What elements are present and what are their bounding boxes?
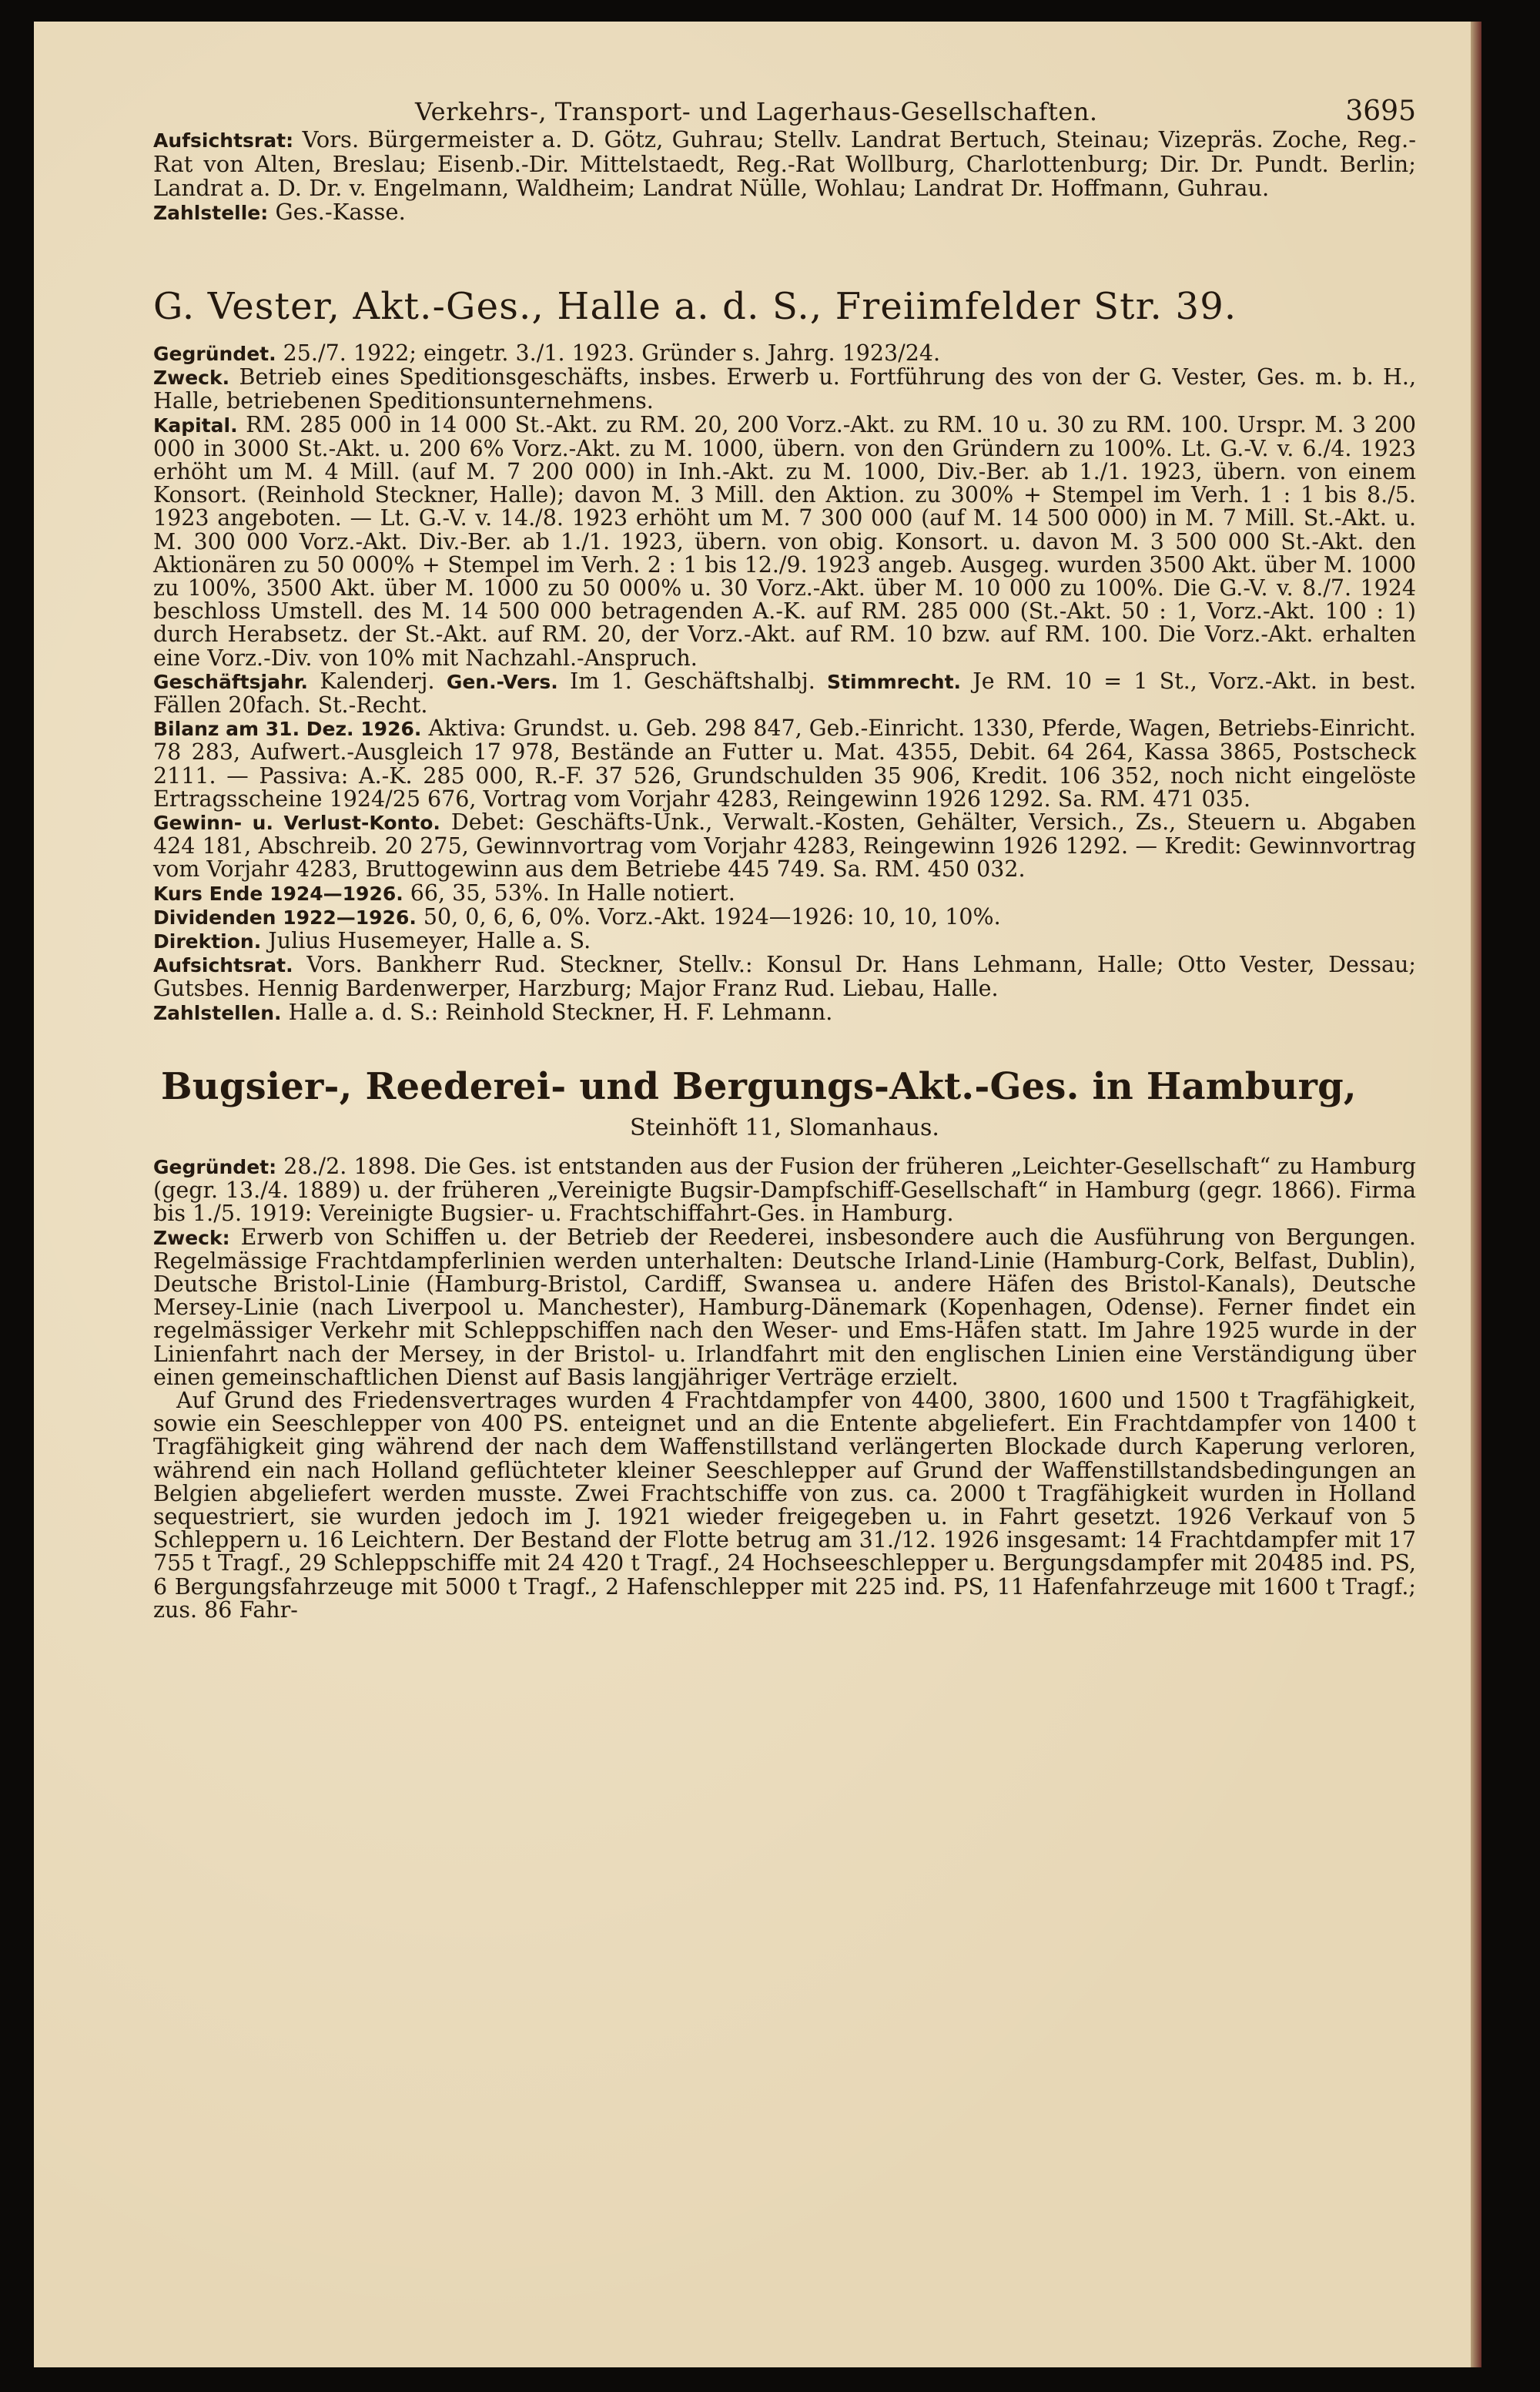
vester-kapital xyxy=(153,411,1417,671)
text: 66, 35, 53%. In Halle notiert. xyxy=(410,879,735,906)
bugsier-gegruendet xyxy=(153,1155,1416,1226)
text: Im 1. Geschäftshalbj. xyxy=(570,668,815,694)
running-title: Verkehrs-, Transport- und Lagerhaus-Gesellschaften. xyxy=(415,97,1098,126)
label: Kurs Ende 1924—1926. xyxy=(153,882,403,905)
vester-guv xyxy=(153,811,1416,882)
label: Gewinn- u. Verlust-Konto. xyxy=(153,812,440,835)
vester-bilanz xyxy=(153,717,1416,811)
text: Vors. Bürgermeister a. D. Götz, Guhrau; Stellv. Landrat Bertuch, Steinau; Vizepräs. Zoche, Reg.-Rat von Alten, Breslau; Eisenb.-Dir. Mittelstaedt, Reg.-Rat Wollburg, Charlottenburg; Dir. Dr. Pundt. Berlin; Landrat a. D. Dr. v. Engelmann, Waldheim; Landrat Nülle, Wohlau; Landrat Dr. Hoffmann, Guhrau. xyxy=(153,126,1417,201)
label: Bilanz am 31. Dez. 1926. xyxy=(153,718,422,741)
label: Gegründet. xyxy=(153,343,276,365)
text: Auf Grund des Friedensvertrages wurden 4 Frachtdampfer von 4400, 3800, 1600 und 1500 t Tragfähigkeit, sowie ein Seeschlepper von 400 PS. enteignet und an die Entente abgeliefert. Ein Frachtdampfer von 1400 t Tragfähigkeit ging während der nach dem Waffenstillstand verlängerten Blockade durch Kaperung verloren, während ein nach Holland geflüchteter kleiner Seeschlepper auf Grund der Waffenstillstandsbedingungen an Belgien abgeliefert werden musste. Zwei Frachtschiffe von zus. ca. 2000 t Tragfähigkeit wurden in Holland sequestriert, sie wurden jedoch im J. 1921 wieder freigegeben u. in Fahrt gesetzt. 1926 Verkauf von 5 Schleppern u. 16 Leichtern. Der Bestand der Flotte betrug am 31./12. 1926 insgesamt: 14 Frachtdampfer mit 17 755 t Tragf., 29 Schleppschiffe mit 24 420 t Tragf., 24 Hochseeschlepper u. Bergungsdampfer mit 20485 ind. PS, 6 Bergungsfahrzeuge mit 5000 t Tragf., 2 Hafenschlepper mit 225 ind. PS, 11 Hafenfahrzeuge mit 1600 t Tragf.; zus. 86 Fahr- xyxy=(153,1387,1416,1623)
vester-kurs xyxy=(153,879,1416,906)
bugsier-friedensvertrag xyxy=(153,1389,1416,1622)
bugsier-section xyxy=(153,1155,1416,1622)
label: Aufsichtsrat. xyxy=(153,954,293,977)
text: 25./7. 1922; eingetr. 3./1. 1923. Gründer s. Jahrg. 1923/24. xyxy=(283,340,941,366)
label: Geschäftsjahr. xyxy=(153,670,309,693)
label: Zweck. xyxy=(153,367,230,390)
label: Zweck: xyxy=(153,1226,230,1249)
label: Direktion. xyxy=(153,930,262,953)
vester-zweck xyxy=(153,366,1416,413)
text: RM. 285 000 in 14 000 St.-Akt. zu RM. 20, 200 Vorz.-Akt. zu RM. 10 u. 30 zu RM. 100. Urspr. M. 3 200 000 in 3000 St.-Akt. u. 200 6% Vorz.-Akt. zu M. 1000, übern. von den Gründern zu 100%. Lt. G.-V. v. 6./4. 1923 erhöht um M. 4 Mill. (auf M. 7 200 000) in Inh.-Akt. zu M. 1000, Div.-Ber. ab 1./1. 1923, übern. von einem Konsort. (Reinhold Steckner, Halle); davon M. 3 Mill. den Aktion. zu 300% + Stempel im Verh. 1 : 1 bis 8./5. 1923 angeboten. — Lt. G.-V. v. 14./8. 1923 erhöht um M. 7 300 000 (auf M. 14 500 000) in M. 7 Mill. St.-Akt. u. M. 300 000 Vorz.-Akt. Div.-Ber. ab 1./1. 1923, übern. von obig. Konsort. u. davon M. 3 500 000 St.-Akt. den Aktionären zu 50 000% + Stempel im Verh. 2 : 1 bis 12./9. 1923 angeb. Ausgeg. wurden 3500 Akt. über M. 1000 zu 100%, 3500 Akt. über M. 1000 zu 50 000% u. 30 Vorz.-Akt. über M. 10 000 zu 100%. Die G.-V. v. 8./7. 1924 beschloss Umstell. des M. 14 500 000 betragenden A.-K. auf RM. 285 000 (St.-Akt. 50 : 1, Vorz.-Akt. 100 : 1) durch Herabsetz. der St.-Akt. auf RM. 20, der Vorz.-Akt. auf RM. 10 bzw. auf RM. 100. Die Vorz.-Akt. erhalten eine Vorz.-Div. von 10% mit Nachzahl.-Anspruch. xyxy=(153,411,1417,671)
label: Stimmrecht. xyxy=(827,670,962,693)
label: Gegründet: xyxy=(153,1155,277,1178)
text: Halle a. d. S.: Reinhold Steckner, H. F. Lehmann. xyxy=(288,999,833,1025)
vester-heading: G. Vester, Akt.-Ges., Halle a. d. S., Freiimfelder Str. 39. xyxy=(153,285,1237,328)
text: Je RM. 10 = 1 St., Vorz.-Akt. in best. Fällen 20fach. St.-Recht. xyxy=(153,668,1417,719)
vester-zahlstellen xyxy=(153,1001,1416,1025)
prev-zahlstelle xyxy=(153,200,1416,225)
text: Vors. Bankherr Rud. Steckner, Stellv.: Konsul Dr. Hans Lehmann, Halle; Otto Vester, Dessau; Gutsbes. Hennig Bardenwerper, Harzburg; Major Franz Rud. Liebau, Halle. xyxy=(153,952,1417,1002)
label: Zahlstelle: xyxy=(153,202,269,224)
vester-geschaeftsjahr xyxy=(153,670,1416,717)
label: Kapital. xyxy=(153,414,238,437)
bugsier-zweck xyxy=(153,1226,1416,1389)
bugsier-address: Steinhöft 11, Slomanhaus. xyxy=(630,1114,939,1141)
label: Dividenden 1922—1926. xyxy=(153,906,417,929)
running-header xyxy=(153,74,1416,128)
vester-aufsichtsrat xyxy=(153,953,1416,1000)
text: Kalenderj. xyxy=(320,668,435,694)
bugsier-heading: Bugsier-, Reederei- und Bergungs-Akt.-Ges. in Hamburg, xyxy=(161,1064,1357,1108)
prev-company-section xyxy=(153,128,1416,225)
page-edge xyxy=(1471,22,1481,2367)
text: Ges.-Kasse. xyxy=(275,199,406,225)
text: Betrieb eines Speditionsgeschäfts, insbes. Erwerb u. Fortführung des von der G. Vester, Ges. m. b. H., Halle, betriebenen Speditionsunternehmens. xyxy=(153,364,1416,414)
text: Erwerb von Schiffen u. der Betrieb der Reederei, insbesondere auch die Ausführung von Bergungen. Regelmässige Frachtdampferlinien werden unterhalten: Deutsche Irland-Linie (Hamburg-Cork, Belfast, Dublin), Deutsche Bristol-Linie (Hamburg-Bristol, Cardiff, Swansea u. andere Häfen des Bristol-Kanals), Deutsche Mersey-Linie (nach Liverpool u. Manchester), Hamburg-Dänemark (Kopenhagen, Odense). Ferner findet ein regelmässiger Verkehr mit Schleppschiffen nach den Weser- und Ems-Häfen statt. Im Jahre 1925 wurde in der Linienfahrt nach der Mersey, in der Bristol- u. Irlandfahrt mit den englischen Linien eine Verständigung über einen gemeinschaftlichen Dienst auf Basis langjähriger Verträge erzielt. xyxy=(153,1224,1416,1390)
prev-aufsichtsrat xyxy=(153,128,1416,200)
vester-gegruendet xyxy=(153,342,1416,366)
page-content xyxy=(153,74,1416,1622)
text: Debet: Geschäfts-Unk., Verwalt.-Kosten, Gehälter, Versich., Zs., Steuern u. Abgaben 424 181, Abschreib. 20 275, Gewinnvortrag vom Vorjahr 4283, Reingewinn 1926 1292. — Kredit: Gewinnvortrag vom Vorjahr 4283, Bruttogewinn aus dem Betriebe 445 749. Sa. RM. 450 032. xyxy=(153,809,1417,883)
label: Aufsichtsrat: xyxy=(153,129,294,152)
label: Zahlstellen. xyxy=(153,1001,282,1024)
page-scan xyxy=(34,22,1481,2367)
text: 50, 0, 6, 6, 0%. Vorz.-Akt. 1924—1926: 10, 10, 10%. xyxy=(423,903,1001,930)
text: 28./2. 1898. Die Ges. ist entstanden aus der Fusion der früheren „Leichter-Gesellschaft“ zu Hamburg (gegr. 13./4. 1889) u. der früheren „Vereinigte Bugsir-Dampfschiff-Gesellschaft“ in Hamburg (gegr. 1866). Firma bis 1./5. 1919: Vereinigte Bugsier- u. Frachtschiffahrt-Ges. in Hamburg. xyxy=(153,1153,1416,1227)
vester-direktion xyxy=(153,930,1416,953)
page-number: 3695 xyxy=(1345,95,1416,127)
label: Gen.-Vers. xyxy=(446,670,558,693)
text: Julius Husemeyer, Halle a. S. xyxy=(268,928,591,954)
vester-dividenden xyxy=(153,903,1416,930)
text: Aktiva: Grundst. u. Geb. 298 847, Geb.-Einricht. 1330, Pferde, Wagen, Betriebs-Einricht. 78 283, Aufwert.-Ausgleich 17 978, Bestände an Futter u. Mat. 4355, Debit. 64 264, Kassa 3865, Postscheck 2111. — Passiva: A.-K. 285 000, R.-F. 37 526, Grundschulden 35 906, Kredit. 106 352, noch nicht eingelöste Ertragsscheine 1924/25 676, Vortrag vom Vorjahr 4283, Reingewinn 1926 1292. Sa. RM. 471 035. xyxy=(153,715,1416,812)
vester-section xyxy=(153,342,1416,1025)
